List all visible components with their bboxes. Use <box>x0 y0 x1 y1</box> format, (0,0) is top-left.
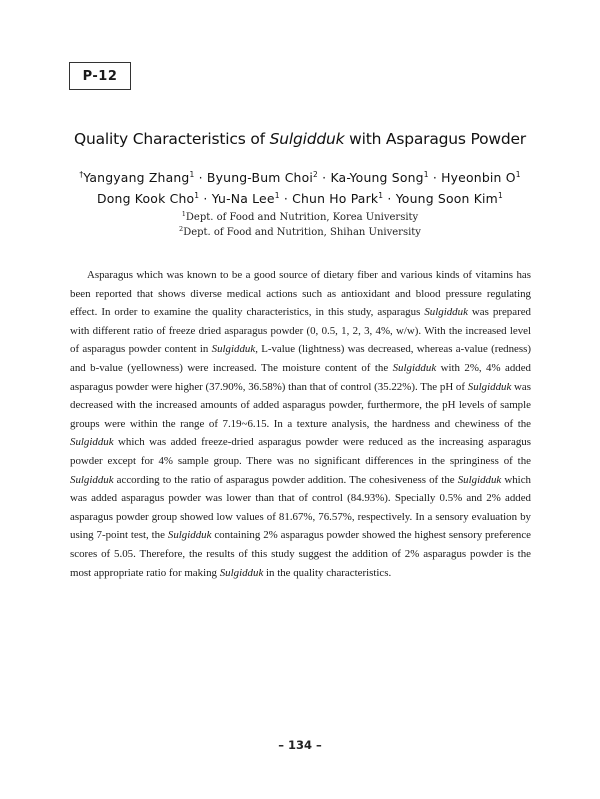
affiliation-sup: 1 <box>181 210 186 218</box>
abstract-text: , L-value (lightness) was decreased, whereas a-value (redness) and b-value (yellowness) were increased. The moisture content of the <box>70 343 531 374</box>
author-separator: · <box>194 170 207 185</box>
author-name: Ka-Young Song <box>330 170 424 185</box>
author-affiliation-sup: 1 <box>378 191 384 200</box>
author <box>97 191 199 206</box>
abstract-italic-term: Sulgidduk <box>457 473 502 486</box>
abstract-italic-term: Sulgidduk <box>211 343 256 356</box>
abstract-italic-term: Sulgidduk <box>424 306 468 319</box>
affiliation <box>0 210 600 225</box>
author-affiliation-sup: 1 <box>423 170 429 179</box>
author-name: Hyeonbin O <box>441 170 516 185</box>
author-affiliation-sup: 1 <box>189 170 195 179</box>
abstract-text: was prepared with different ratio of freeze dried asparagus powder (0, 0.5, 1, 2, 3, 4%, w/w). With the increased level of asparagus powder content in <box>70 306 531 356</box>
author-affiliation-sup: 1 <box>194 191 200 200</box>
author-name: Dong Kook Cho <box>97 191 195 206</box>
author-name: Yangyang Zhang <box>83 170 190 185</box>
abstract-text: containing 2% asparagus powder showed the highest sensory preference scores of 5.05. Therefore, the results of this study suggest the addition of 2% asparagus powder is the most appropriate ratio for making <box>70 529 532 579</box>
author-separator: · <box>428 170 442 185</box>
author <box>212 191 280 206</box>
affiliation-text: Dept. of Food and Nutrition, Shihan University <box>183 227 421 238</box>
title-italic: Sulgidduk <box>269 130 345 148</box>
abstract-italic-term: Sulgidduk <box>467 380 512 393</box>
author-list <box>40 167 560 209</box>
author-affiliation-sup: 1 <box>497 191 503 200</box>
author-name: Byung-Bum Choi <box>206 170 314 185</box>
abstract-text: was decreased with the increased amounts of added asparagus powder, furthermore, the pH levels of sample groups were within the range of 7.19~6.15. In a texture analysis, the hardness and chewiness of the <box>70 380 531 430</box>
abstract-text: Asparagus which was known to be a good source of dietary fiber and various kinds of vitamins has been reported that shows diverse medical actions such as antioxidant and blood pressure regulating effect. In order to examine the quality characteristics, in this study, asparagus <box>70 269 531 319</box>
author-affiliation-sup: 1 <box>274 191 280 200</box>
author <box>441 170 521 185</box>
corresponding-author-mark: † <box>79 170 84 179</box>
author-affiliation-sup: 1 <box>515 170 521 179</box>
author <box>396 191 503 206</box>
title-before: Quality Characteristics of <box>74 130 270 148</box>
author-name: Yu-Na Lee <box>211 191 275 206</box>
abstract-paragraph <box>70 266 531 582</box>
abstract-italic-term: Sulgidduk <box>70 436 114 449</box>
abstract-text: according to the ratio of asparagus powder addition. The cohesiveness of the <box>113 473 458 486</box>
abstract-italic-term: Sulgidduk <box>167 529 212 542</box>
author-separator: · <box>199 191 212 206</box>
author <box>79 170 194 185</box>
paper-title <box>0 130 600 148</box>
paper-code-box <box>69 62 131 90</box>
affiliation-sup: 2 <box>179 225 184 233</box>
author-line-2 <box>40 188 560 209</box>
author-affiliation-sup: 2 <box>313 170 319 179</box>
author-separator: · <box>279 191 293 206</box>
abstract-italic-term: Sulgidduk <box>219 566 264 579</box>
title-after: with Asparagus Powder <box>344 130 526 148</box>
author-name: Young Soon Kim <box>395 191 498 206</box>
abstract-text: with 2%, 4% added asparagus powder were higher (37.90%, 36.58%) than that of control (35.22%). The pH of <box>70 361 531 393</box>
abstract-text: which was added asparagus powder was lower than that of control (84.93%). Specially 0.5% and 2% added asparagus powder group showed low values of 81.67%, 76.57%, respectively. In a sensory evaluation by using 7-point test, the <box>70 473 531 542</box>
author <box>292 191 383 206</box>
author-separator: · <box>318 170 331 185</box>
author <box>330 170 428 185</box>
abstract-text: in the quality characteristics. <box>263 566 392 579</box>
abstract-italic-term: Sulgidduk <box>392 361 437 374</box>
author-line-1 <box>40 167 560 188</box>
author-separator: · <box>383 191 396 206</box>
author <box>207 170 318 185</box>
paper-code: P-12 <box>82 68 118 84</box>
affiliation <box>0 225 600 240</box>
abstract-italic-term: Sulgidduk <box>70 473 114 486</box>
page-number: – 134 – <box>278 738 322 752</box>
affiliation-list <box>0 210 600 240</box>
affiliation-text: Dept. of Food and Nutrition, Korea University <box>185 212 419 223</box>
author-name: Chun Ho Park <box>292 191 379 206</box>
abstract-text: which was added freeze-dried asparagus powder were reduced as the increasing asparagus powder except for 4% sample group. There was no significant differences in the springiness of the <box>70 436 531 467</box>
